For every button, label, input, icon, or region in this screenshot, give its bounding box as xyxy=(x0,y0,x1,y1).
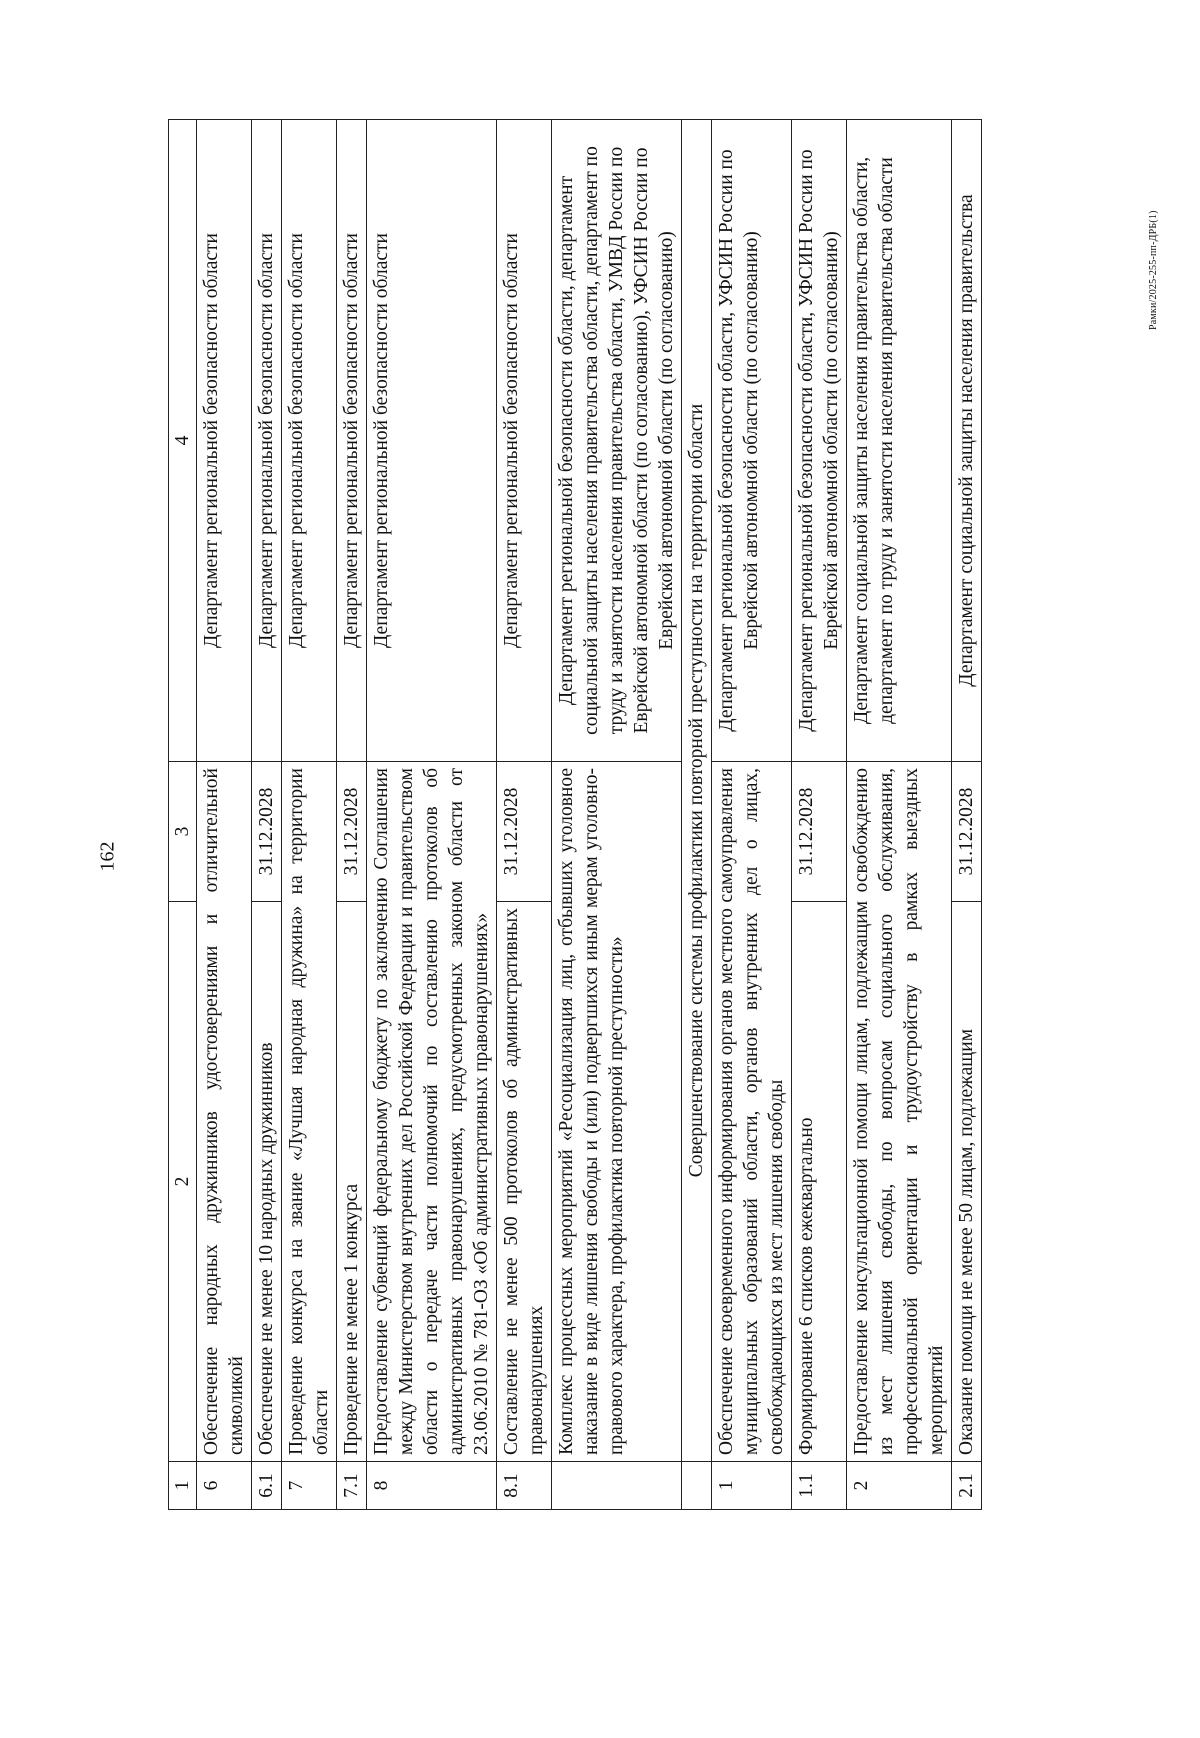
executor-text: Департамент региональной безопасности области xyxy=(497,120,552,762)
row-number: 7.1 xyxy=(337,1462,367,1510)
executor-text: Департамент региональной безопасности области, УФСИН России по Еврейской автономной области (по согласованию) xyxy=(712,120,792,762)
page-number: 162 xyxy=(96,841,119,872)
measure-text: Формирование 6 списков ежеквартально xyxy=(792,902,847,1462)
row-number: 1 xyxy=(712,1462,792,1510)
row-number: 2 xyxy=(847,1462,952,1510)
row-number: 2.1 xyxy=(952,1462,982,1510)
measure-text: Комплекс процессных мероприятий «Ресоциализация лиц, отбывших уголовное наказание в виде лишения свободы и (или) подвергшихся иным мерам уголовно-правового характера, профилактика повторной преступности» xyxy=(552,762,682,1462)
header-cell: 4 xyxy=(169,120,197,762)
row-number: 6 xyxy=(197,1462,252,1510)
table-row xyxy=(197,120,252,1510)
executor-text: Департамент социальной защиты населения правительства xyxy=(952,120,982,762)
executor-text: Департамент региональной безопасности области xyxy=(282,120,337,762)
row-number: 6.1 xyxy=(252,1462,282,1510)
row-number: 8.1 xyxy=(497,1462,552,1510)
measure-text: Обеспечение народных дружинников удостоверениями и отличительной символикой xyxy=(197,762,252,1462)
executor-text: Департамент региональной безопасности области, УФСИН России по Еврейской автономной области (по согласованию) xyxy=(792,120,847,762)
measure-text: Предоставление субвенций федеральному бюджету по заключению Соглашения между Министерством внутренних дел Российской Федерации и правительством области о передаче части полномочий по составлению протоколов об административных правонарушениях, предусмотренных законом области от 23.06.2010 № 781-ОЗ «Об административных правонарушениях» xyxy=(367,762,497,1462)
measure-text: Оказание помощи не менее 50 лицам, подлежащим xyxy=(952,902,982,1462)
deadline-date: 31.12.2028 xyxy=(497,762,552,902)
executor-text: Департамент региональной безопасности области xyxy=(367,120,497,762)
table-row xyxy=(252,120,282,1510)
deadline-date: 31.12.2028 xyxy=(337,762,367,902)
section-empty-cell xyxy=(682,1462,712,1510)
measure-text: Предоставление консультационной помощи лицам, подлежащим освобождению из мест лишения свободы, по вопросам социального обслуживания, профессиональной ориентации и трудоустройству в рамках выездных мероприятий xyxy=(847,762,952,1462)
measure-text: Проведение конкурса на звание «Лучшая народная дружина» на территории области xyxy=(282,762,337,1462)
table-row xyxy=(367,120,497,1510)
section-row xyxy=(682,120,712,1510)
table-row xyxy=(792,120,847,1510)
table-row xyxy=(337,120,367,1510)
deadline-date: 31.12.2028 xyxy=(952,762,982,902)
measure-text: Обеспечение своевременного информирования органов местного самоуправления муниципальных образований области, органов внутренних дел о лицах, освобождающихся из мест лишения свободы xyxy=(712,762,792,1462)
table-row xyxy=(952,120,982,1510)
row-number: 1.1 xyxy=(792,1462,847,1510)
executor-text: Департамент региональной безопасности области, департамент социальной защиты населения правительства области, департамент по труду и занятости населения правительства области, УМВД России по Еврейской автономной области (по согласованию), УФСИН России по Еврейской автономной области (по согласованию) xyxy=(552,120,682,762)
executor-text: Департамент региональной безопасности области xyxy=(197,120,252,762)
executor-text: Департамент социальной защиты населения правительства области, департамент по труду и занятости населения правительства области xyxy=(847,120,952,762)
table-row xyxy=(497,120,552,1510)
header-cell: 1 xyxy=(169,1462,197,1510)
measure-text: Обеспечение не менее 10 народных дружинников xyxy=(252,902,282,1462)
executor-text: Департамент региональной безопасности области xyxy=(252,120,282,762)
row-number: 7 xyxy=(282,1462,337,1510)
rotated-page-content xyxy=(168,120,1128,1510)
table-row xyxy=(282,120,337,1510)
table-row xyxy=(552,120,682,1510)
measures-table xyxy=(168,119,982,1510)
header-cell: 3 xyxy=(169,762,197,902)
table-header-row xyxy=(169,120,197,1510)
executor-text: Департамент региональной безопасности области xyxy=(337,120,367,762)
table-row xyxy=(847,120,952,1510)
footer-code: Рамки/2025-255-пп-ДРБ(1) xyxy=(1148,210,1159,330)
deadline-date: 31.12.2028 xyxy=(792,762,847,902)
table-row xyxy=(712,120,792,1510)
deadline-date: 31.12.2028 xyxy=(252,762,282,902)
section-title: Совершенствование системы профилактики повторной преступности на территории области xyxy=(682,120,712,1462)
measure-text: Составление не менее 500 протоколов об административных правонарушениях xyxy=(497,902,552,1462)
row-number: 8 xyxy=(367,1462,497,1510)
header-cell: 2 xyxy=(169,902,197,1462)
row-number xyxy=(552,1462,682,1510)
measure-text: Проведение не менее 1 конкурса xyxy=(337,902,367,1462)
